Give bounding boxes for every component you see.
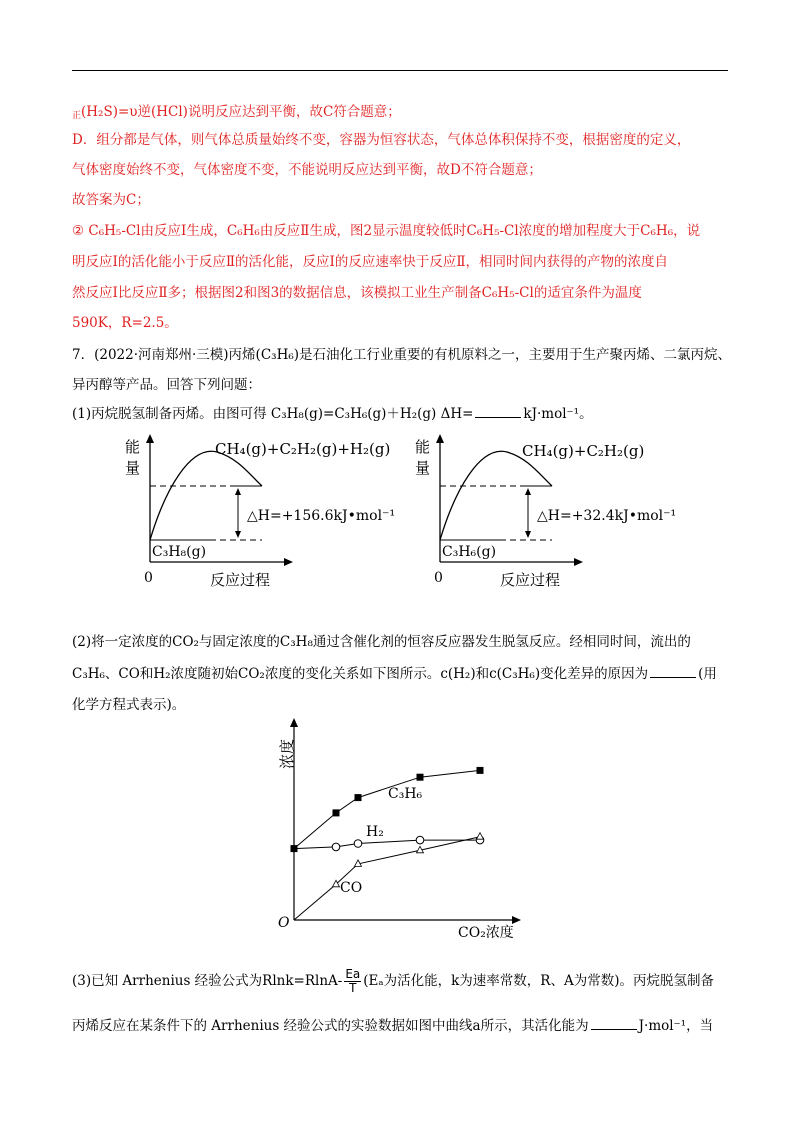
- series-line-2: [294, 837, 480, 920]
- data-point-circle-1: [332, 843, 340, 851]
- answer-line-5: ② C₆H₅-Cl由反应Ⅰ生成，C₆H₆由反应Ⅱ生成，图2显示温度较低时C₆H₅-Cl浓度的增加程度大于C₆H₆，说: [72, 223, 701, 239]
- fraction-denominator: T: [349, 981, 357, 995]
- diagram2-reactant-label: C₃H₆(g): [442, 544, 497, 560]
- answer-line-6: 明反应Ⅰ的活化能小于反应Ⅱ的活化能，反应Ⅰ的反应速率快于反应Ⅱ，相同时间内获得的产物的浓度自: [72, 254, 669, 270]
- diagram2-ylabel-2: 量: [415, 459, 431, 477]
- series-line-0: [294, 770, 480, 848]
- energy-diagram-1: [120, 430, 410, 595]
- data-point-square-2: [355, 794, 362, 801]
- data-point-circle-3: [416, 836, 424, 844]
- diagram1-reactant-label: C₃H₈(g): [152, 544, 207, 560]
- question-7-part-3-line-2: [72, 1014, 713, 1034]
- data-point-circle-2: [354, 840, 362, 848]
- diagram1-origin: 0: [144, 570, 153, 586]
- fraction-numerator: Ea: [345, 967, 361, 981]
- diagram2-origin: 0: [434, 570, 443, 586]
- series-label-h2: H₂: [366, 824, 384, 840]
- diagram1-x-arrow: [284, 558, 293, 566]
- diagram2-dh-label: △H=+32.4kJ•mol⁻¹: [537, 508, 677, 524]
- diagram1-dh-arrow-down: [235, 531, 241, 538]
- diagram1-dh-label: △H=+156.6kJ•mol⁻¹: [247, 508, 396, 524]
- data-point-square-4: [477, 767, 484, 774]
- energy-diagram-2: [410, 430, 690, 595]
- question-7-part-2-line-1: (2)将一定浓度的CO₂与固定浓度的C₃H₈通过含催化剂的恒容反应器发生脱氢反应。经相同时间，流出的: [72, 634, 691, 650]
- part1-unit: kJ·mol⁻¹。: [523, 406, 593, 422]
- diagram1-dh-arrow-up: [235, 488, 241, 495]
- data-point-square-1: [333, 809, 340, 816]
- header-rule: [72, 70, 728, 71]
- data-point-square-3: [417, 774, 424, 781]
- series-line-1: [294, 840, 480, 849]
- part3-text: (3)已知 Arrhenius 经验公式为Rlnk=RlnA-: [72, 973, 343, 989]
- diagram1-y-arrow: [146, 434, 154, 443]
- diagram2-dh-arrow-down: [525, 531, 531, 538]
- question-7-part-2-line-3: 化学方程式表示)。: [72, 697, 186, 713]
- diagram1-product-label: CH₄(g)+C₂H₂(g)+H₂(g): [215, 440, 391, 458]
- chart-x-arrow: [512, 916, 521, 924]
- part3-text-cont: (Eₐ为活化能，k为速率常数，R、A为常数)。丙烷脱氢制备: [363, 973, 714, 989]
- answer-line-2: D．组分都是气体，则气体总质量始终不变，容器为恒容状态，气体总体积保持不变，根据密度的定义，: [72, 132, 691, 148]
- data-point-triangle-4: [477, 833, 484, 840]
- diagram1-xlabel: 反应过程: [210, 571, 271, 589]
- answer-line-3: 气体密度始终不变，气体密度不变，不能说明反应达到平衡，故D不符合题意；: [72, 162, 542, 178]
- question-7-part-2-line-2: [72, 662, 717, 682]
- diagram1-curve: [150, 451, 262, 540]
- answer-line-7: 然反应Ⅰ比反应Ⅱ多；根据图2和图3的数据信息，该模拟工业生产制备C₆H₅-Cl的适宜条件为温度: [72, 285, 642, 301]
- diagram2-dh-arrow-up: [525, 488, 531, 495]
- question-7-line-2: 异丙醇等产品。回答下列问题：: [72, 377, 261, 393]
- subscript-zheng: 正: [72, 111, 82, 121]
- diagram2-ylabel-1: 能: [415, 438, 431, 456]
- part3-text-2: 丙烯反应在某条件下的 Arrhenius 经验公式的实验数据如图中曲线a所示，其活化能为: [72, 1018, 589, 1034]
- diagram2-y-arrow: [436, 434, 444, 443]
- series-label-co: CO: [340, 880, 363, 896]
- chart-y-arrow: [290, 718, 298, 727]
- question-7-line-1: 7．(2022·河南郑州·三模)丙烯(C₃H₆)是石油化工行业重要的有机原料之一，主要用于生产聚丙烯、二氯丙烷、: [72, 347, 732, 363]
- chart-xlabel: CO₂浓度: [458, 925, 514, 940]
- chart-ylabel: 浓度: [278, 738, 296, 769]
- concentration-chart: [270, 712, 540, 940]
- series-label-c3h6: C₃H₆: [388, 786, 423, 802]
- answer-text-1: (H₂S)=υ逆(HCl)说明反应达到平衡，故C符合题意；: [81, 104, 401, 120]
- chart-origin: O: [278, 915, 290, 931]
- part1-text: (1)丙烷脱氢制备丙烯。由图可得 C₃H₈(g)=C₃H₆(g)＋H₂(g) ΔH=: [72, 406, 474, 422]
- answer-blank-1[interactable]: [475, 406, 521, 418]
- answer-blank-3[interactable]: [591, 1018, 637, 1030]
- diagram2-x-arrow: [574, 558, 583, 566]
- part3-unit: J·mol⁻¹，当: [638, 1018, 714, 1034]
- answer-blank-2[interactable]: [650, 666, 696, 678]
- part2-suffix: (用: [698, 666, 717, 682]
- diagram2-product-label: CH₄(g)+C₂H₂(g): [522, 442, 645, 460]
- part2-text: C₃H₆、CO和H₂浓度随初始CO₂浓度的变化关系如下图所示。c(H₂)和c(C₃H₆)变化差异的原因为: [72, 666, 649, 682]
- answer-line-4: 故答案为C；: [72, 192, 150, 208]
- question-7-part-3-line-1: [72, 968, 714, 995]
- diagram2-xlabel: 反应过程: [500, 571, 561, 589]
- question-7-part-1: [72, 402, 593, 422]
- fraction-ea-over-t: [344, 968, 361, 995]
- diagram2-curve: [440, 451, 552, 540]
- data-point-triangle-1: [333, 880, 340, 887]
- diagram1-ylabel-1: 能: [125, 438, 141, 456]
- answer-line-8: 590K，R=2.5。: [72, 315, 178, 331]
- diagram1-ylabel-2: 量: [125, 459, 141, 477]
- answer-line-1: [72, 100, 401, 121]
